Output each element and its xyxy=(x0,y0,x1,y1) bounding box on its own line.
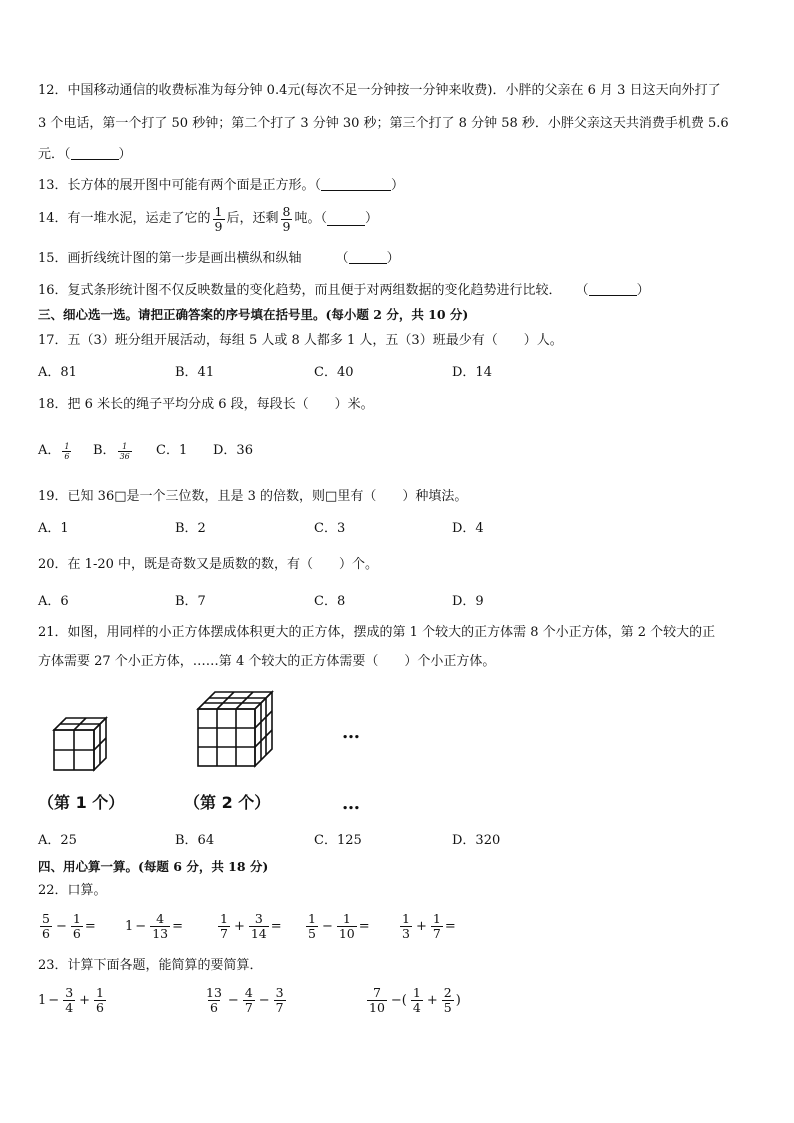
q23-expr-1: 1 − $\frac{3}{4}$ + $\frac{1}{6}$ xyxy=(38,985,104,1015)
q22-expr-2: 1 − $\frac{4}{13}$ = xyxy=(125,911,183,941)
q23-title: 23．计算下面各题，能简算的要简算． xyxy=(38,958,263,973)
q12-line1: 12．中国移动通信的收费标准为每分钟 0.4元(每次不足一分钟按一分钟来收费)．小胖的父亲在 6 月 3 日这天向外打了 xyxy=(38,83,721,98)
fraction: $\frac{1}{7}$ xyxy=(220,911,228,941)
answer-blank[interactable] xyxy=(321,177,391,191)
fraction: $\frac{3}{7}$ xyxy=(275,985,284,1015)
fraction: $\frac{1}{4}$ xyxy=(412,985,421,1015)
option-a[interactable]: A． $\frac{1}{6}$ xyxy=(38,441,70,461)
q12-line2: 3 个电话，第一个打了 50 秒钟；第二个打了 3 分钟 30 秒；第三个打了 8 分钟 58 秒．小胖父亲这天共消费手机费 5.6 xyxy=(38,116,729,131)
option-a[interactable]: A．6 xyxy=(38,594,69,609)
q12-line3 xyxy=(38,146,132,164)
q15-open: （ xyxy=(335,251,349,266)
option-d[interactable]: D．14 xyxy=(452,365,492,380)
option-a[interactable]: A．1 xyxy=(38,521,69,536)
fraction: $\frac{1}{36}$ xyxy=(119,441,130,461)
q22-expr-4: $\frac{1}{5}$ − $\frac{1}{10}$ = xyxy=(308,911,370,941)
q22-expr-1: $\frac{5}{6}$ − $\frac{1}{6}$ = xyxy=(42,911,96,941)
fraction: $\frac{1}{6}$ xyxy=(72,911,81,941)
cube-2x2x2-figure xyxy=(50,712,116,774)
q14-text: 14．有一堆水泥，运走了它的 xyxy=(38,211,211,226)
q13-close: ） xyxy=(391,178,405,193)
q20-stem: 20．在 1-20 中，既是奇数又是质数的数，有（ ）个。 xyxy=(38,557,379,572)
answer-blank[interactable] xyxy=(327,212,365,226)
q13-text: 13．长方体的展开图中可能有两个面是正方形。（ xyxy=(38,178,322,193)
option-c[interactable]: C．8 xyxy=(314,594,346,609)
q18-stem: 18．把 6 米长的绳子平均分成 6 段，每段长（ ）米。 xyxy=(38,397,374,412)
q12-close: ） xyxy=(118,147,132,162)
fraction: $\frac{5}{6}$ xyxy=(42,911,50,941)
ellipsis-bottom: … xyxy=(342,793,361,814)
fraction: $\frac{2}{5}$ xyxy=(443,985,452,1015)
q14-close: ） xyxy=(364,211,378,226)
q23-expr-3: $\frac{7}{10}$ −( $\frac{1}{4}$ + $\frac{2}{5}$ ) xyxy=(369,985,461,1015)
fraction: $\frac{3}{14}$ xyxy=(250,911,267,941)
option-c[interactable]: C．1 xyxy=(156,443,188,458)
answer-blank[interactable] xyxy=(589,282,637,296)
q19-stem: 19．已知 36□是一个三位数，且是 3 的倍数，则□里有（ ）种填法。 xyxy=(38,489,468,504)
section-heading-3: 三、细心选一选。请把正确答案的序号填在括号里。(每小题 2 分，共 10 分) xyxy=(38,307,469,322)
figure-2-label: （第 2 个） xyxy=(184,793,271,812)
q14 xyxy=(38,204,378,234)
option-b[interactable]: B．64 xyxy=(175,833,215,848)
fraction: $\frac{7}{10}$ xyxy=(369,985,385,1015)
q16-close: ） xyxy=(636,283,650,298)
cube-3x3x3-figure xyxy=(194,688,276,772)
q16 xyxy=(38,282,650,300)
option-c[interactable]: C．125 xyxy=(314,833,362,848)
figure-1-label: （第 1 个） xyxy=(38,793,125,812)
option-b[interactable]: B．41 xyxy=(175,365,215,380)
q16-open: （ xyxy=(575,283,589,298)
option-d[interactable]: D．4 xyxy=(452,521,484,536)
section-heading-4: 四、用心算一算。(每题 6 分，共 18 分) xyxy=(38,859,269,874)
fraction: $\frac{1}{7}$ xyxy=(432,911,441,941)
option-a[interactable]: A．25 xyxy=(38,833,77,848)
answer-blank[interactable] xyxy=(71,146,119,160)
fraction: $\frac{1}{6}$ xyxy=(64,441,70,461)
q22-expr-5: $\frac{1}{3}$ + $\frac{1}{7}$ = xyxy=(402,911,456,941)
option-b[interactable]: B．7 xyxy=(175,594,206,609)
fraction: $\frac{4}{7}$ xyxy=(244,985,253,1015)
fraction: $\frac{13}{6}$ xyxy=(206,985,222,1015)
q14-text-mid: 后，还剩 xyxy=(226,211,279,226)
q14-text-post: 吨。（ xyxy=(294,211,327,226)
q16-text: 16．复式条形统计图不仅反映数量的变化趋势，而且便于对两组数据的变化趋势进行比较． xyxy=(38,283,562,298)
q12-text: 元．（ xyxy=(38,147,71,162)
option-b[interactable]: B．2 xyxy=(175,521,206,536)
ellipsis-top: … xyxy=(342,722,361,743)
option-a[interactable]: A．81 xyxy=(38,365,77,380)
fraction: $\frac{1}{9}$ xyxy=(214,203,223,234)
option-b[interactable]: B． $\frac{1}{36}$ xyxy=(93,441,130,461)
option-d[interactable]: D．36 xyxy=(213,443,253,458)
answer-blank[interactable] xyxy=(349,250,387,264)
option-d[interactable]: D．320 xyxy=(452,833,501,848)
q13 xyxy=(38,177,404,195)
q15 xyxy=(38,250,400,268)
q21-line2: 方体需要 27 个小正方体，……第 4 个较大的正方体需要（ ）个小正方体。 xyxy=(38,654,496,669)
q15-text: 15．画折线统计图的第一步是画出横纵和纵轴 xyxy=(38,251,302,266)
q23-expr-2: $\frac{13}{6}$ − $\frac{4}{7}$ − $\frac{3}{7}$ xyxy=(206,985,284,1015)
fraction: $\frac{1}{3}$ xyxy=(402,911,410,941)
q15-close: ） xyxy=(386,251,400,266)
fraction: $\frac{4}{13}$ xyxy=(152,911,169,941)
option-c[interactable]: C．40 xyxy=(314,365,354,380)
q22-expr-3: $\frac{1}{7}$ + $\frac{3}{14}$ = xyxy=(220,911,282,941)
fraction: $\frac{1}{5}$ xyxy=(308,911,316,941)
option-d[interactable]: D．9 xyxy=(452,594,484,609)
q17-stem: 17．五（3）班分组开展活动，每组 5 人或 8 人都多 1 人，五（3）班最少有（ ）人。 xyxy=(38,333,563,348)
fraction: $\frac{1}{6}$ xyxy=(96,985,104,1015)
option-c[interactable]: C．3 xyxy=(314,521,346,536)
fraction: $\frac{8}{9}$ xyxy=(282,203,291,234)
fraction: $\frac{1}{10}$ xyxy=(338,911,355,941)
fraction: $\frac{3}{4}$ xyxy=(65,985,74,1015)
q21-line1: 21．如图，用同样的小正方体摆成体积更大的正方体，摆成的第 1 个较大的正方体需 8 个小正方体，第 2 个较大的正 xyxy=(38,625,716,640)
q22-title: 22．口算。 xyxy=(38,883,107,898)
